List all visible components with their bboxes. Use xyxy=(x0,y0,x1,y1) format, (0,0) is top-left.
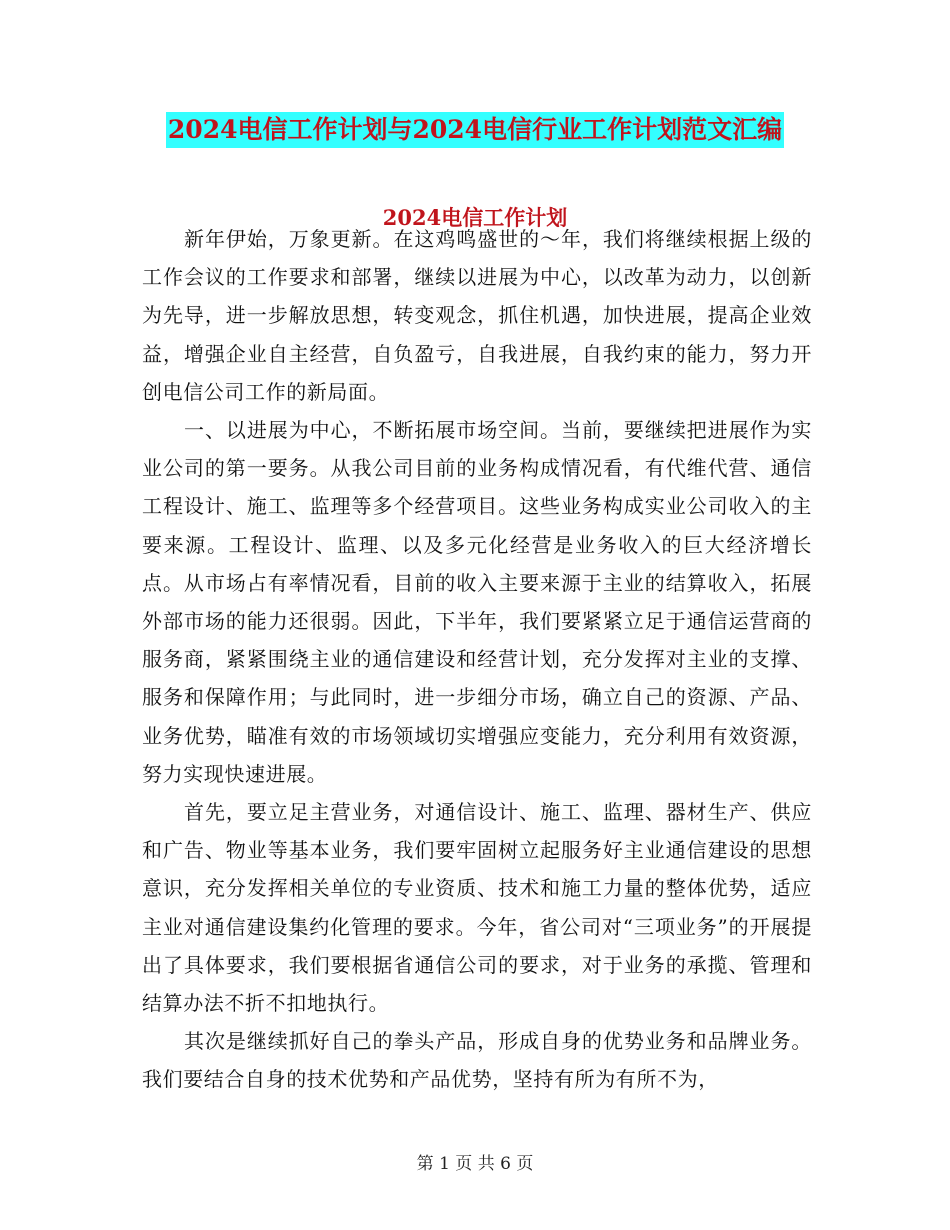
page-footer: 第 1 页 共 6 页 xyxy=(416,1154,534,1174)
document-title-container xyxy=(0,112,950,148)
section-title: 2024电信工作计划 xyxy=(382,205,568,230)
paragraph-intro: 新年伊始，万象更新。在这鸡鸣盛世的～年，我们将继续根据上级的工作会议的工作要求和部署，继续以进展为中心，以改革为动力，以创新为先导，进一步解放思想，转变观念，抓住机遇，加快进展，提高企业效益，增强企业自主经营，自负盈亏，自我进展，自我约束的能力，努力开创电信公司工作的新局面。 xyxy=(142,227,812,404)
paragraph-flagship-products: 其次是继续抓好自己的拳头产品，形成自身的优势业务和品牌业务。我们要结合自身的技术优势和产品优势，坚持有所为有所不为， xyxy=(142,1029,812,1092)
document-body xyxy=(142,220,812,1099)
paragraph-market-expansion: 一、以进展为中心，不断拓展市场空间。当前，要继续把进展作为实业公司的第一要务。从我公司目前的业务构成情况看，有代维代营、通信工程设计、施工、监理等多个经营项目。这些业务构成实业公司收入的主要来源。工程设计、监理、以及多元化经营是业务收入的巨大经济增长点。从市场占有率情况看，目前的收入主要来源于主业的结算收入，拓展外部市场的能力还很弱。因此，下半年，我们要紧紧立足于通信运营商的服务商，紧紧围绕主业的通信建设和经营计划，充分发挥对主业的支撑、服务和保障作用；与此同时，进一步细分市场，确立自己的资源、产品、业务优势，瞄准有效的市场领域切实增强应变能力，充分利用有效资源，努力实现快速进展。 xyxy=(142,418,812,786)
paragraph-main-business: 首先，要立足主营业务，对通信设计、施工、监理、器材生产、供应和广告、物业等基本业务，我们要牢固树立起服务好主业通信建设的思想意识，充分发挥相关单位的专业资质、技术和施工力量的整体优势，适应主业对通信建设集约化管理的要求。今年，省公司对“三项业务”的开展提出了具体要求，我们要根据省通信公司的要求，对于业务的承揽、管理和结算办法不折不扣地执行。 xyxy=(142,800,812,1016)
document-title: 2024电信工作计划与2024电信行业工作计划范文汇编 xyxy=(166,112,784,148)
